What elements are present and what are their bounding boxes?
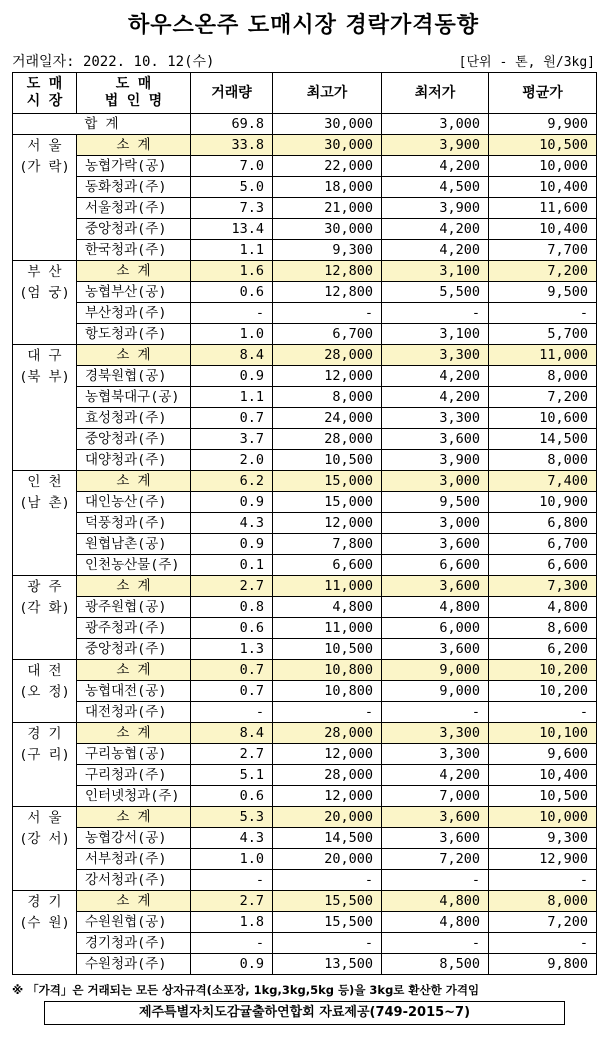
market-district: (구 리) [19, 747, 70, 763]
volume-cell: 1.1 [191, 387, 273, 408]
corp-name: 중앙청과(주) [77, 639, 191, 660]
table-row [13, 408, 597, 429]
table-row [13, 198, 597, 219]
table-row [13, 870, 597, 891]
subtotal-row [13, 576, 597, 597]
corp-name: 소 계 [77, 471, 191, 492]
corp-name: 광주원협(공) [77, 597, 191, 618]
max-price-cell: 10,500 [273, 450, 382, 471]
avg-price-cell: 8,000 [489, 450, 597, 471]
volume-cell: 0.9 [191, 366, 273, 387]
header-avg-price: 평균가 [489, 73, 597, 114]
min-price-cell: - [382, 870, 489, 891]
corp-name: 덕풍청과(주) [77, 513, 191, 534]
avg-price-cell: 10,200 [489, 681, 597, 702]
min-price-cell: 8,500 [382, 954, 489, 975]
volume-cell: 1.6 [191, 261, 273, 282]
market-district: (오 정) [19, 684, 70, 700]
volume-cell: 4.3 [191, 828, 273, 849]
avg-price-cell: 7,200 [489, 387, 597, 408]
avg-price-cell: 9,800 [489, 954, 597, 975]
min-price-cell: 9,000 [382, 660, 489, 681]
market-city: 광 주 [27, 579, 62, 595]
corp-name: 소 계 [77, 891, 191, 912]
table-row [13, 912, 597, 933]
min-price-cell: 9,500 [382, 492, 489, 513]
corp-name: 대인농산(주) [77, 492, 191, 513]
max-price-cell: 28,000 [273, 765, 382, 786]
corp-name: 강서청과(주) [77, 870, 191, 891]
corp-name: 수원원협(공) [77, 912, 191, 933]
min-price-cell: 5,500 [382, 282, 489, 303]
market-district: (수 원) [19, 915, 70, 931]
max-price-cell: 12,000 [273, 744, 382, 765]
corp-name: 농협대전(공) [77, 681, 191, 702]
table-row [13, 597, 597, 618]
corp-name: 수원청과(주) [77, 954, 191, 975]
max-price-cell: - [273, 933, 382, 954]
market-city: 대 구 [27, 348, 62, 364]
max-price-cell: 28,000 [273, 429, 382, 450]
corp-name: 인터넷청과(주) [77, 786, 191, 807]
max-price-cell: 20,000 [273, 849, 382, 870]
unit-label: [단위 - 톤, 원/3kg] [458, 55, 595, 70]
corp-name: 소 계 [77, 261, 191, 282]
min-price-cell: 4,200 [382, 219, 489, 240]
avg-price-cell: 10,000 [489, 807, 597, 828]
volume-cell: 1.3 [191, 639, 273, 660]
max-price-cell: 12,000 [273, 786, 382, 807]
market-city: 경 기 [27, 726, 62, 742]
market-city: 서 울 [27, 810, 62, 826]
avg-price-cell: 12,900 [489, 849, 597, 870]
max-price-cell: 20,000 [273, 807, 382, 828]
max-price-cell: 22,000 [273, 156, 382, 177]
volume-cell: 0.8 [191, 597, 273, 618]
min-price-cell: 9,000 [382, 681, 489, 702]
market-name [13, 471, 77, 576]
corp-name: 구리농협(공) [77, 744, 191, 765]
max-price-cell: 15,500 [273, 891, 382, 912]
corp-name: 소 계 [77, 660, 191, 681]
volume-cell: 0.9 [191, 534, 273, 555]
volume-cell: 2.7 [191, 576, 273, 597]
max-price-cell: 11,000 [273, 618, 382, 639]
min-price-cell: 6,600 [382, 555, 489, 576]
corp-name: 소 계 [77, 576, 191, 597]
min-price-cell: 4,800 [382, 891, 489, 912]
min-price-cell: 3,600 [382, 639, 489, 660]
min-price-cell: 3,100 [382, 261, 489, 282]
market-name [13, 807, 77, 891]
corp-name: 소 계 [77, 807, 191, 828]
volume-cell: 0.6 [191, 282, 273, 303]
avg-price-cell: 4,800 [489, 597, 597, 618]
avg-price-cell: 6,800 [489, 513, 597, 534]
subtotal-row [13, 345, 597, 366]
corp-name: 항도청과(주) [77, 324, 191, 345]
table-row [13, 429, 597, 450]
volume-cell: 8.4 [191, 723, 273, 744]
table-row [13, 177, 597, 198]
max-price-cell: 12,800 [273, 282, 382, 303]
min-price-cell: 3,900 [382, 450, 489, 471]
volume-cell: 2.7 [191, 891, 273, 912]
volume-cell: - [191, 702, 273, 723]
source-credit: 제주특별자치도감귤출하연합회 자료제공(749-2015~7) [44, 1001, 565, 1025]
min-price-cell: 3,900 [382, 135, 489, 156]
volume-cell: - [191, 303, 273, 324]
max-price-cell: 24,000 [273, 408, 382, 429]
avg-price-cell: 9,300 [489, 828, 597, 849]
avg-price-cell: 9,500 [489, 282, 597, 303]
min-price-cell: - [382, 702, 489, 723]
corp-name: 동화청과(주) [77, 177, 191, 198]
market-district: (각 화) [19, 600, 70, 616]
market-district: (가 락) [19, 159, 70, 175]
volume-cell: 5.0 [191, 177, 273, 198]
avg-price-cell: 10,600 [489, 408, 597, 429]
market-city: 대 전 [27, 663, 62, 679]
corp-name: 농협가락(공) [77, 156, 191, 177]
max-price-cell: 10,800 [273, 660, 382, 681]
trade-date: 거래일자: 2022. 10. 12(수) [12, 54, 215, 70]
table-row [13, 240, 597, 261]
volume-cell: 0.1 [191, 555, 273, 576]
avg-price-cell: 10,900 [489, 492, 597, 513]
max-price-cell: - [273, 702, 382, 723]
corp-name: 소 계 [77, 723, 191, 744]
max-price-cell: 11,000 [273, 576, 382, 597]
min-price-cell: 4,200 [382, 240, 489, 261]
corp-name: 소 계 [77, 135, 191, 156]
table-row [13, 303, 597, 324]
volume-cell: 6.2 [191, 471, 273, 492]
min-price-cell: 6,000 [382, 618, 489, 639]
table-row [13, 954, 597, 975]
avg-price-cell: 8,000 [489, 891, 597, 912]
total-min: 3,000 [382, 114, 489, 135]
avg-price-cell: 10,400 [489, 219, 597, 240]
max-price-cell: - [273, 870, 382, 891]
table-row [13, 492, 597, 513]
table-row [13, 555, 597, 576]
volume-cell: 5.3 [191, 807, 273, 828]
header-row [13, 73, 597, 114]
min-price-cell: 4,500 [382, 177, 489, 198]
avg-price-cell: 11,600 [489, 198, 597, 219]
header-market: 도 매 시 장 [13, 73, 77, 114]
table-row [13, 387, 597, 408]
avg-price-cell: 10,400 [489, 177, 597, 198]
avg-price-cell: 7,400 [489, 471, 597, 492]
table-row [13, 765, 597, 786]
min-price-cell: 3,600 [382, 828, 489, 849]
corp-name: 부산청과(주) [77, 303, 191, 324]
subtotal-row [13, 135, 597, 156]
market-name [13, 891, 77, 975]
header-corp: 도 매 법 인 명 [77, 73, 191, 114]
avg-price-cell: 10,000 [489, 156, 597, 177]
volume-cell: 0.7 [191, 660, 273, 681]
max-price-cell: 21,000 [273, 198, 382, 219]
corp-name: 중앙청과(주) [77, 429, 191, 450]
max-price-cell: 14,500 [273, 828, 382, 849]
corp-name: 경북원협(공) [77, 366, 191, 387]
table-row [13, 219, 597, 240]
corp-name: 광주청과(주) [77, 618, 191, 639]
avg-price-cell: 10,200 [489, 660, 597, 681]
market-district: (강 서) [19, 831, 70, 847]
min-price-cell: 4,800 [382, 597, 489, 618]
min-price-cell: 3,000 [382, 513, 489, 534]
max-price-cell: 12,800 [273, 261, 382, 282]
subtotal-row [13, 660, 597, 681]
avg-price-cell: 7,700 [489, 240, 597, 261]
table-row [13, 366, 597, 387]
table-row [13, 618, 597, 639]
table-row [13, 324, 597, 345]
min-price-cell: 3,100 [382, 324, 489, 345]
max-price-cell: 30,000 [273, 135, 382, 156]
corp-name: 원협남촌(공) [77, 534, 191, 555]
price-table [12, 72, 597, 975]
table-row [13, 828, 597, 849]
min-price-cell: - [382, 933, 489, 954]
market-district: (엄 궁) [19, 285, 70, 301]
header-min-price: 최저가 [382, 73, 489, 114]
market-name [13, 135, 77, 261]
total-row [13, 114, 597, 135]
min-price-cell: 7,200 [382, 849, 489, 870]
corp-name: 농협북대구(공) [77, 387, 191, 408]
min-price-cell: 4,200 [382, 387, 489, 408]
avg-price-cell: - [489, 702, 597, 723]
avg-price-cell: 7,200 [489, 261, 597, 282]
market-name [13, 345, 77, 471]
volume-cell: - [191, 933, 273, 954]
corp-name: 서부청과(주) [77, 849, 191, 870]
min-price-cell: 7,000 [382, 786, 489, 807]
table-row [13, 282, 597, 303]
total-label: 합 계 [13, 114, 191, 135]
max-price-cell: 30,000 [273, 219, 382, 240]
volume-cell: - [191, 870, 273, 891]
min-price-cell: 3,000 [382, 471, 489, 492]
volume-cell: 0.6 [191, 786, 273, 807]
max-price-cell: 8,000 [273, 387, 382, 408]
table-row [13, 702, 597, 723]
market-name [13, 723, 77, 807]
avg-price-cell: 8,600 [489, 618, 597, 639]
volume-cell: 1.1 [191, 240, 273, 261]
min-price-cell: 4,200 [382, 765, 489, 786]
volume-cell: 0.9 [191, 492, 273, 513]
subtotal-row [13, 807, 597, 828]
volume-cell: 0.6 [191, 618, 273, 639]
avg-price-cell: - [489, 870, 597, 891]
corp-name: 서울청과(주) [77, 198, 191, 219]
price-note: ※ 「가격」은 거래되는 모든 상자규격(소포장, 1kg,3kg,5kg 등)을 3kg로 환산한 가격임 [12, 983, 480, 997]
avg-price-cell: 10,500 [489, 786, 597, 807]
volume-cell: 1.0 [191, 324, 273, 345]
volume-cell: 3.7 [191, 429, 273, 450]
table-row [13, 681, 597, 702]
corp-name: 구리청과(주) [77, 765, 191, 786]
corp-name: 소 계 [77, 345, 191, 366]
corp-name: 인천농산물(주) [77, 555, 191, 576]
market-city: 부 산 [27, 264, 62, 280]
table-row [13, 744, 597, 765]
min-price-cell: 3,300 [382, 723, 489, 744]
corp-name: 농협강서(공) [77, 828, 191, 849]
min-price-cell: 3,300 [382, 345, 489, 366]
max-price-cell: 28,000 [273, 345, 382, 366]
table-row [13, 849, 597, 870]
min-price-cell: 4,200 [382, 366, 489, 387]
volume-cell: 0.7 [191, 408, 273, 429]
table-row [13, 786, 597, 807]
volume-cell: 0.7 [191, 681, 273, 702]
max-price-cell: 15,000 [273, 471, 382, 492]
max-price-cell: 10,500 [273, 639, 382, 660]
max-price-cell: 15,500 [273, 912, 382, 933]
volume-cell: 2.7 [191, 744, 273, 765]
max-price-cell: 18,000 [273, 177, 382, 198]
subtotal-row [13, 891, 597, 912]
header-volume: 거래량 [191, 73, 273, 114]
volume-cell: 0.9 [191, 954, 273, 975]
max-price-cell: 13,500 [273, 954, 382, 975]
avg-price-cell: 14,500 [489, 429, 597, 450]
table-row [13, 450, 597, 471]
subtotal-row [13, 471, 597, 492]
max-price-cell: 10,800 [273, 681, 382, 702]
volume-cell: 33.8 [191, 135, 273, 156]
table-row [13, 534, 597, 555]
max-price-cell: - [273, 303, 382, 324]
volume-cell: 1.8 [191, 912, 273, 933]
volume-cell: 5.1 [191, 765, 273, 786]
corp-name: 효성청과(주) [77, 408, 191, 429]
min-price-cell: 3,600 [382, 534, 489, 555]
market-city: 서 울 [27, 138, 62, 154]
total-max: 30,000 [273, 114, 382, 135]
market-name [13, 576, 77, 660]
volume-cell: 7.0 [191, 156, 273, 177]
max-price-cell: 4,800 [273, 597, 382, 618]
subtotal-row [13, 723, 597, 744]
corp-name: 경기청과(주) [77, 933, 191, 954]
header-max-price: 최고가 [273, 73, 382, 114]
market-city: 인 천 [27, 474, 62, 490]
corp-name: 농협부산(공) [77, 282, 191, 303]
avg-price-cell: 6,200 [489, 639, 597, 660]
avg-price-cell: 8,000 [489, 366, 597, 387]
corp-name: 대전청과(주) [77, 702, 191, 723]
table-row [13, 513, 597, 534]
min-price-cell: 3,300 [382, 744, 489, 765]
table-row [13, 933, 597, 954]
min-price-cell: 4,200 [382, 156, 489, 177]
avg-price-cell: 6,700 [489, 534, 597, 555]
max-price-cell: 28,000 [273, 723, 382, 744]
min-price-cell: 3,900 [382, 198, 489, 219]
page-title: 하우스온주 도매시장 경락가격동향 [127, 13, 480, 38]
table-row [13, 639, 597, 660]
avg-price-cell: 7,300 [489, 576, 597, 597]
market-city: 경 기 [27, 894, 62, 910]
corp-name: 한국청과(주) [77, 240, 191, 261]
avg-price-cell: 7,200 [489, 912, 597, 933]
volume-cell: 8.4 [191, 345, 273, 366]
max-price-cell: 6,700 [273, 324, 382, 345]
avg-price-cell: 9,600 [489, 744, 597, 765]
max-price-cell: 12,000 [273, 366, 382, 387]
volume-cell: 4.3 [191, 513, 273, 534]
avg-price-cell: 10,500 [489, 135, 597, 156]
avg-price-cell: - [489, 933, 597, 954]
market-district: (남 촌) [19, 495, 70, 511]
max-price-cell: 12,000 [273, 513, 382, 534]
max-price-cell: 15,000 [273, 492, 382, 513]
avg-price-cell: 6,600 [489, 555, 597, 576]
volume-cell: 13.4 [191, 219, 273, 240]
total-avg: 9,900 [489, 114, 597, 135]
market-name [13, 660, 77, 723]
max-price-cell: 6,600 [273, 555, 382, 576]
min-price-cell: 3,300 [382, 408, 489, 429]
market-name [13, 261, 77, 345]
avg-price-cell: 11,000 [489, 345, 597, 366]
max-price-cell: 9,300 [273, 240, 382, 261]
avg-price-cell: 5,700 [489, 324, 597, 345]
avg-price-cell: 10,400 [489, 765, 597, 786]
total-volume: 69.8 [191, 114, 273, 135]
avg-price-cell: 10,100 [489, 723, 597, 744]
volume-cell: 7.3 [191, 198, 273, 219]
min-price-cell: - [382, 303, 489, 324]
avg-price-cell: - [489, 303, 597, 324]
market-district: (북 부) [19, 369, 70, 385]
min-price-cell: 4,800 [382, 912, 489, 933]
subtotal-row [13, 261, 597, 282]
table-row [13, 156, 597, 177]
volume-cell: 2.0 [191, 450, 273, 471]
min-price-cell: 3,600 [382, 807, 489, 828]
max-price-cell: 7,800 [273, 534, 382, 555]
min-price-cell: 3,600 [382, 429, 489, 450]
corp-name: 중앙청과(주) [77, 219, 191, 240]
min-price-cell: 3,600 [382, 576, 489, 597]
corp-name: 대양청과(주) [77, 450, 191, 471]
volume-cell: 1.0 [191, 849, 273, 870]
